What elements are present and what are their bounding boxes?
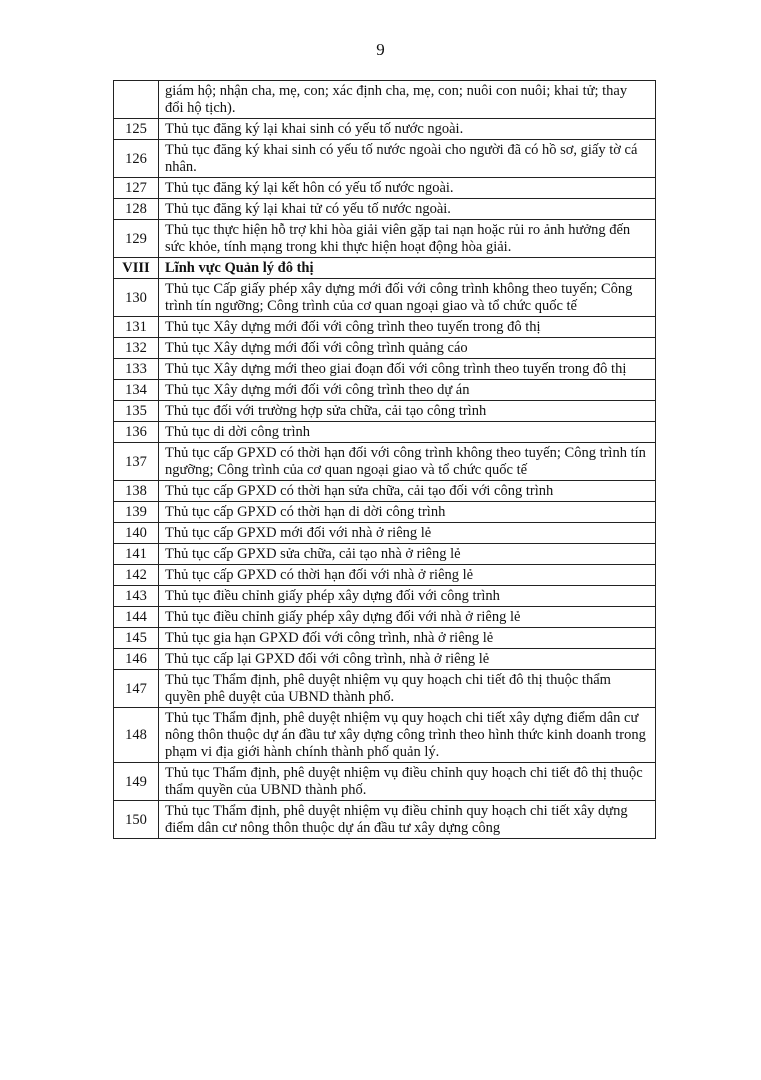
row-number: 138 [114, 481, 159, 502]
row-number: 141 [114, 544, 159, 565]
row-number: 127 [114, 178, 159, 199]
table-row [114, 628, 656, 649]
table-row [114, 199, 656, 220]
procedure-name: Thủ tục cấp GPXD có thời hạn sửa chữa, cải tạo đối với công trình [159, 481, 656, 502]
table-row [114, 443, 656, 481]
table-row [114, 502, 656, 523]
row-number: 125 [114, 119, 159, 140]
row-number: 146 [114, 649, 159, 670]
procedure-name: Thủ tục cấp GPXD mới đối với nhà ở riêng lẻ [159, 523, 656, 544]
row-number [114, 81, 159, 119]
row-number: 134 [114, 380, 159, 401]
table-row [114, 649, 656, 670]
table-row [114, 670, 656, 708]
procedure-name: Thủ tục đối với trường hợp sửa chữa, cải tạo công trình [159, 401, 656, 422]
row-number: 149 [114, 763, 159, 801]
row-number: 128 [114, 199, 159, 220]
procedure-name: Thủ tục Thẩm định, phê duyệt nhiệm vụ quy hoạch chi tiết xây dựng điểm dân cư nông thôn thuộc dự án đầu tư xây dựng công trình theo hình thức kinh doanh trong phạm vi địa giới hành chính thành phố quản lý. [159, 708, 656, 763]
procedure-name: Thủ tục cấp GPXD sửa chữa, cải tạo nhà ở riêng lẻ [159, 544, 656, 565]
row-number: 142 [114, 565, 159, 586]
table-row [114, 317, 656, 338]
procedure-name: Thủ tục đăng ký lại khai sinh có yếu tố nước ngoài. [159, 119, 656, 140]
procedure-name: Thủ tục đăng ký lại khai tử có yếu tố nước ngoài. [159, 199, 656, 220]
table-row [114, 422, 656, 443]
page-number: 9 [376, 40, 385, 59]
section-row [114, 258, 656, 279]
table-row [114, 523, 656, 544]
row-number: 126 [114, 140, 159, 178]
table-row [114, 81, 656, 119]
procedure-name: Thủ tục Thẩm định, phê duyệt nhiệm vụ điều chỉnh quy hoạch chi tiết đô thị thuộc thẩm quyền của UBND thành phố. [159, 763, 656, 801]
table-row [114, 763, 656, 801]
row-number: 137 [114, 443, 159, 481]
procedure-name: Thủ tục thực hiện hỗ trợ khi hòa giải viên gặp tai nạn hoặc rủi ro ảnh hưởng đến sức khỏe, tính mạng trong khi thực hiện hoạt động hòa giải. [159, 220, 656, 258]
table-row [114, 565, 656, 586]
procedure-name: giám hộ; nhận cha, mẹ, con; xác định cha, mẹ, con; nuôi con nuôi; khai tử; thay đổi hộ tịch). [159, 81, 656, 119]
table-row [114, 338, 656, 359]
table-row [114, 607, 656, 628]
procedure-name: Thủ tục Thẩm định, phê duyệt nhiệm vụ điều chỉnh quy hoạch chi tiết xây dựng điểm dân cư nông thôn thuộc dự án đầu tư xây dựng công [159, 801, 656, 839]
row-number: 129 [114, 220, 159, 258]
row-number: 150 [114, 801, 159, 839]
table-row [114, 586, 656, 607]
procedure-name: Thủ tục cấp GPXD có thời hạn đối với nhà ở riêng lẻ [159, 565, 656, 586]
row-number: 133 [114, 359, 159, 380]
procedure-table-body [114, 81, 656, 839]
procedure-name: Thủ tục đăng ký khai sinh có yếu tố nước ngoài cho người đã có hồ sơ, giấy tờ cá nhân. [159, 140, 656, 178]
row-number: 144 [114, 607, 159, 628]
row-number: 143 [114, 586, 159, 607]
procedure-name: Thủ tục Xây dựng mới đối với công trình theo dự án [159, 380, 656, 401]
procedure-name: Thủ tục Cấp giấy phép xây dựng mới đối với công trình không theo tuyến; Công trình tín ngưỡng; Công trình của cơ quan ngoại giao và tổ chức quốc tế [159, 279, 656, 317]
procedure-name: Thủ tục đăng ký lại kết hôn có yếu tố nước ngoài. [159, 178, 656, 199]
procedure-name: Thủ tục điều chỉnh giấy phép xây dựng đối với công trình [159, 586, 656, 607]
row-number: 132 [114, 338, 159, 359]
procedure-name: Thủ tục Xây dựng mới theo giai đoạn đối với công trình theo tuyến trong đô thị [159, 359, 656, 380]
row-number: 140 [114, 523, 159, 544]
row-number: 135 [114, 401, 159, 422]
row-number: 145 [114, 628, 159, 649]
procedure-name: Thủ tục cấp lại GPXD đối với công trình, nhà ở riêng lẻ [159, 649, 656, 670]
procedure-table [113, 80, 656, 839]
procedure-name: Thủ tục gia hạn GPXD đối với công trình, nhà ở riêng lẻ [159, 628, 656, 649]
procedure-name: Thủ tục cấp GPXD có thời hạn di dời công trình [159, 502, 656, 523]
table-row [114, 708, 656, 763]
row-number: VIII [114, 258, 159, 279]
row-number: 147 [114, 670, 159, 708]
table-row [114, 220, 656, 258]
table-row [114, 178, 656, 199]
table-row [114, 801, 656, 839]
table-row [114, 401, 656, 422]
procedure-name: Thủ tục Xây dựng mới đối với công trình theo tuyến trong đô thị [159, 317, 656, 338]
row-number: 131 [114, 317, 159, 338]
procedure-name: Thủ tục cấp GPXD có thời hạn đối với công trình không theo tuyến; Công trình tín ngưỡng; Công trình của cơ quan ngoại giao và tổ chức quốc tế [159, 443, 656, 481]
procedure-name: Thủ tục Xây dựng mới đối với công trình quảng cáo [159, 338, 656, 359]
table-row [114, 481, 656, 502]
row-number: 148 [114, 708, 159, 763]
row-number: 139 [114, 502, 159, 523]
table-row [114, 544, 656, 565]
procedure-name: Thủ tục điều chỉnh giấy phép xây dựng đối với nhà ở riêng lẻ [159, 607, 656, 628]
procedure-name: Thủ tục Thẩm định, phê duyệt nhiệm vụ quy hoạch chi tiết đô thị thuộc thẩm quyền phê duyệt của UBND thành phố. [159, 670, 656, 708]
table-row [114, 140, 656, 178]
row-number: 136 [114, 422, 159, 443]
table-row [114, 380, 656, 401]
procedure-name: Thủ tục di dời công trình [159, 422, 656, 443]
section-title: Lĩnh vực Quản lý đô thị [159, 258, 656, 279]
row-number: 130 [114, 279, 159, 317]
table-row [114, 119, 656, 140]
table-row [114, 359, 656, 380]
table-row [114, 279, 656, 317]
